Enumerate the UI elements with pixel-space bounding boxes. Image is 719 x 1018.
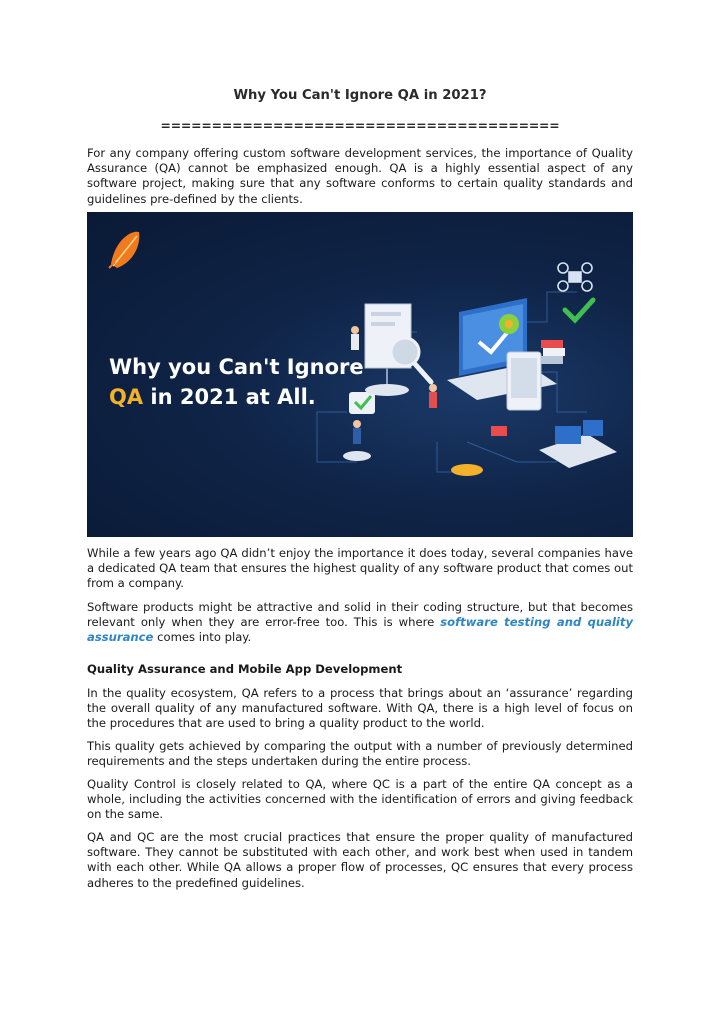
book-icon xyxy=(491,426,507,436)
paragraph-4-text: This quality gets achieved by comparing the output with a number of previously determined requirements and the steps undertaken during the entire process. xyxy=(87,739,633,769)
section-heading xyxy=(87,662,633,677)
intro-paragraph xyxy=(87,146,633,207)
phone-icon xyxy=(507,352,541,410)
check-top-icon xyxy=(565,300,593,320)
paragraph-2 xyxy=(87,600,633,646)
paragraph-3-text: In the quality ecosystem, QA refers to a process that brings about an ‘assurance’ regarding the overall quality of any manufactured software. With QA, there is a high level of focus on the procedures that are used to bring a quality product to the world. xyxy=(87,686,633,731)
drone-icon xyxy=(558,263,592,291)
paragraph-1 xyxy=(87,546,633,592)
boxes-icon xyxy=(541,340,565,364)
paragraph-3 xyxy=(87,686,633,732)
paragraph-5-text: Quality Control is closely related to QA, where QC is a part of the entire QA concept as a whole, including the activities concerned with the identification of errors and giving feedback on the same. xyxy=(87,777,633,822)
software-testing-link[interactable]: software testing and quality assurance xyxy=(87,615,633,645)
hero-line-2 xyxy=(109,382,364,412)
gear-icon xyxy=(499,314,519,334)
paragraph-1-text: While a few years ago QA didn’t enjoy the importance it does today, several companies have a dedicated QA team that ensures the highest quality of any software product that comes out from a company. xyxy=(87,546,633,591)
intro-text: For any company offering custom software development services, the importance of Quality Assurance (QA) cannot be emphasized enough. QA is a highly essential aspect of any software project, making sure that any software conforms to certain quality standards and guidelines pre-defined by the clients. xyxy=(87,146,633,206)
leaf-logo-icon xyxy=(109,232,139,268)
paragraph-6-text: QA and QC are the most crucial practices that ensure the proper quality of manufactured software. They cannot be substituted with each other, and work best when used in tandem with each other. While QA allows a proper flow of processes, QC ensures that every process adheres to the predefined guidelines. xyxy=(87,830,633,890)
hero-image xyxy=(87,212,633,537)
section-heading-text: Quality Assurance and Mobile App Development xyxy=(87,662,403,676)
page-title: Why You Can't Ignore QA in 2021? xyxy=(233,88,487,103)
paragraph-2-before: Software products might be attractive and solid in their coding structure, but that becomes relevant only when they are error-free too. This is where xyxy=(87,600,633,630)
hero-line-2-rest: in 2021 at All. xyxy=(143,385,316,409)
hero-accent: QA xyxy=(109,385,144,409)
paragraph-2-after: comes into play. xyxy=(153,630,252,645)
paragraph-6 xyxy=(87,830,633,891)
hero-line-1: Why you Can't Ignore xyxy=(109,355,364,379)
title-separator: ======================================= xyxy=(160,118,560,133)
hero-heading xyxy=(109,352,364,412)
magnifier-icon xyxy=(391,338,431,382)
paragraph-4 xyxy=(87,739,633,769)
paragraph-2-text xyxy=(87,600,633,646)
paragraph-5 xyxy=(87,777,633,823)
desk-icon xyxy=(539,420,617,468)
